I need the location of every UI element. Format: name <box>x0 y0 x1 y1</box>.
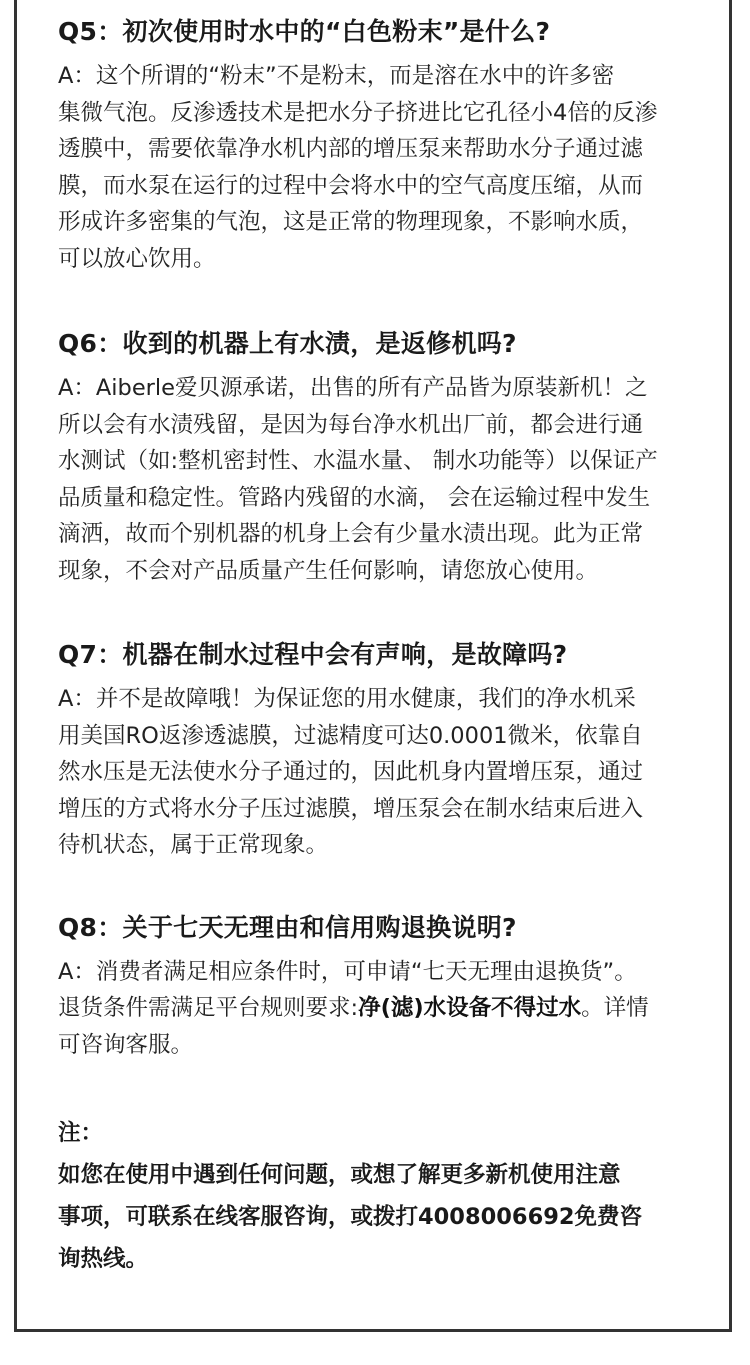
answer-line: 水测试（如:整机密封性、水温水量、 制水功能等）以保证产 <box>58 448 658 474</box>
answer-line: A：消费者满足相应条件时，可申请“七天无理由退换货”。 <box>58 958 637 985</box>
answer-line: 现象，不会对产品质量产生任何影响，请您放心使用。 <box>58 557 599 584</box>
spacer <box>58 589 718 635</box>
answer-line-prefix: 退货条件需满足平台规则要求: <box>58 995 359 1021</box>
spacer <box>58 864 718 908</box>
answer-line: 可咨询客服。 <box>58 1031 194 1058</box>
answer-text <box>58 681 718 864</box>
answer-line: 待机状态，属于正常现象。 <box>58 832 329 858</box>
faq-item-q5 <box>58 12 718 277</box>
answer-emphasis: 净(滤)水设备不得过水 <box>358 995 582 1021</box>
faq-content <box>58 12 718 1280</box>
answer-line: A：并不是故障哦！为保证您的用水健康，我们的净水机采 <box>58 686 636 712</box>
answer-text <box>58 58 718 277</box>
spacer <box>58 277 718 324</box>
answer-line: 透膜中，需要依靠净水机内部的增压泵来帮助水分子通过滤 <box>58 136 644 162</box>
answer-line: 所以会有水渍残留，是因为每台净水机出厂前，都会进行通 <box>58 411 644 438</box>
answer-line: 可以放心饮用。 <box>58 245 216 272</box>
question-heading: Q6：收到的机器上有水渍，是返修机吗? <box>58 329 517 358</box>
answer-line: 滴洒，故而个别机器的机身上会有少量水渍出现。此为正常 <box>58 521 644 547</box>
question-heading: Q5：初次使用时水中的“白色粉末”是什么? <box>58 17 551 46</box>
answer-line: A：Aiberle爱贝源承诺，出售的所有产品皆为原装新机！之 <box>58 375 648 401</box>
answer-line: 膜，而水泵在运行的过程中会将水中的空气高度压缩，从而 <box>58 172 644 199</box>
faq-item-q6 <box>58 324 718 589</box>
faq-item-q8 <box>58 908 718 1064</box>
question-heading: Q7：机器在制水过程中会有声响，是故障吗? <box>58 640 568 669</box>
note-label: 注： <box>58 1120 104 1146</box>
note-section <box>58 1115 718 1280</box>
note-line: 如您在使用中遇到任何问题，或想了解更多新机使用注意 <box>58 1161 621 1188</box>
answer-line: A：这个所谓的“粉末”不是粉末，而是溶在水中的许多密 <box>58 63 615 89</box>
answer-line: 增压的方式将水分子压过滤膜，增压泵会在制水结束后进入 <box>58 795 644 822</box>
answer-line: 然水压是无法使水分子通过的，因此机身内置增压泵，通过 <box>58 759 644 785</box>
answer-line: 集微气泡。反渗透技术是把水分子挤进比它孔径小4倍的反渗 <box>58 99 658 126</box>
answer-text <box>58 954 718 1064</box>
faq-item-q7 <box>58 635 718 864</box>
note-line: 事项，可联系在线客服咨询，或拨打4008006692免费咨 <box>58 1203 643 1230</box>
answer-line: 形成许多密集的气泡，这是正常的物理现象，不影响水质， <box>58 209 644 235</box>
note-text <box>58 1154 718 1280</box>
answer-line: 用美国RO返渗透滤膜，过滤精度可达0.0001微米，依靠自 <box>58 722 643 749</box>
question-heading: Q8：关于七天无理由和信用购退换说明? <box>58 912 517 942</box>
note-line: 询热线。 <box>58 1245 149 1272</box>
spacer <box>58 1063 718 1115</box>
answer-line: 品质量和稳定性。管路内残留的水滴， 会在运输过程中发生 <box>58 484 651 511</box>
answer-text <box>58 370 718 589</box>
answer-line-suffix: 。详情 <box>581 995 649 1021</box>
